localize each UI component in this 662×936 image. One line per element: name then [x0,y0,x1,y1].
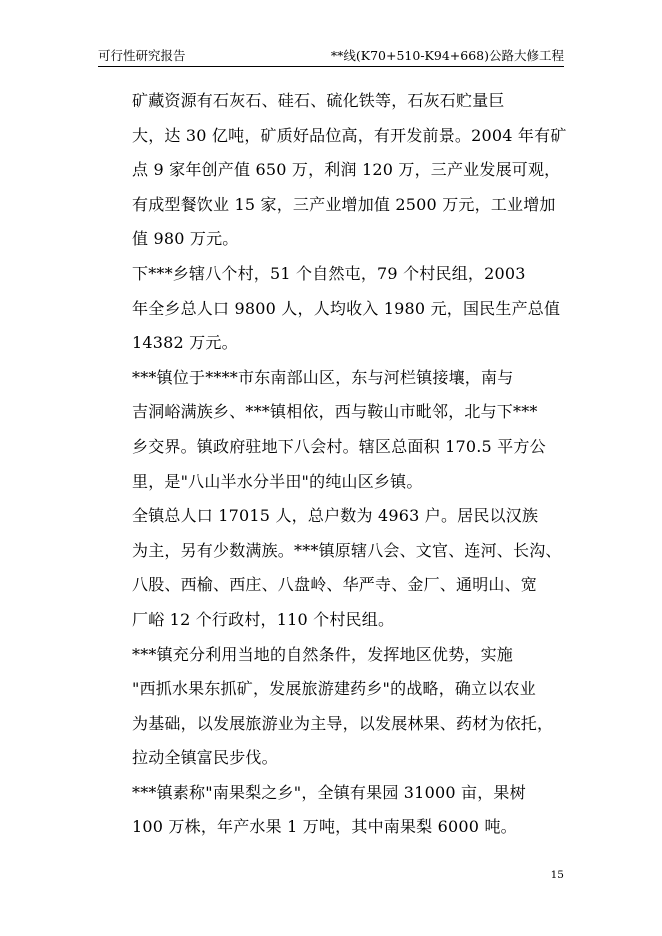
paragraph-line: 100 万株，年产水果 1 万吨，其中南果梨 6000 吨。 [132,817,517,837]
paragraph-line: 矿藏资源有石灰石、硅石、硫化铁等，石灰石贮量巨 [132,91,505,110]
paragraph [98,499,568,637]
paragraph-line: ***镇位于****市东南部山区，东与河栏镇接壤，南与 [132,367,514,387]
body-text [98,84,568,845]
paragraph-line: 年全乡总人口 9800 人，人均收入 1980 元，国民生产总值 [132,298,561,318]
paragraph-line: 大，达 30 亿吨，矿质好品位高，有开发前景。2004 年有矿 [132,125,567,145]
page-number: 15 [550,869,564,881]
paragraph-line: 有成型餐饮业 15 家，三产业增加值 2500 万元，工业增加 [132,194,556,214]
paragraph-line: 吉洞峪满族乡、***镇相依，西与鞍山市毗邻，北与下*** [132,402,538,422]
paragraph [98,84,568,257]
paragraph-line: 乡交界。镇政府驻地下八会村。辖区总面积 170.5 平方公 [132,436,546,456]
paragraph-line: ***镇素称"南果梨之乡"，全镇有果园 31000 亩，果树 [132,782,526,802]
header-project-title: **线(K70+510-K94+668)公路大修工程 [330,48,564,63]
paragraph [98,776,568,845]
paragraph [98,361,568,499]
paragraph [98,257,568,361]
paragraph-line: 里，是"八山半水分半田"的纯山区乡镇。 [132,471,423,491]
paragraph [98,638,568,776]
paragraph-line: 八股、西榆、西庄、八盘岭、华严寺、金厂、通明山、宽 [132,575,538,595]
paragraph-line: 点 9 家年创产值 650 万，利润 120 万，三产业发展可观， [132,160,561,180]
paragraph-line: 14382 万元。 [132,333,238,353]
paragraph-line: 厂峪 12 个行政村，110 个村民组。 [132,609,395,629]
paragraph-line: 下***乡辖八个村，51 个自然屯，79 个村民组，2003 [132,263,526,283]
header-report-title: 可行性研究报告 [98,48,186,63]
paragraph-line: ***镇充分利用当地的自然条件，发挥地区优势，实施 [132,644,514,664]
page-header [98,46,564,66]
paragraph-line: 为主，另有少数满族。***镇原辖八会、文官、连河、长沟、 [132,540,562,560]
paragraph-line: 全镇总人口 17015 人，总户数为 4963 户。居民以汉族 [132,506,539,526]
paragraph-line: "西抓水果东抓矿，发展旅游建药乡"的战略，确立以农业 [132,679,536,699]
paragraph-line: 值 980 万元。 [132,229,239,249]
paragraph-line: 为基础，以发展旅游业为主导，以发展林果、药材为依托， [132,713,554,733]
paragraph-line: 拉动全镇富民步伐。 [132,748,278,768]
header-divider [98,66,564,67]
